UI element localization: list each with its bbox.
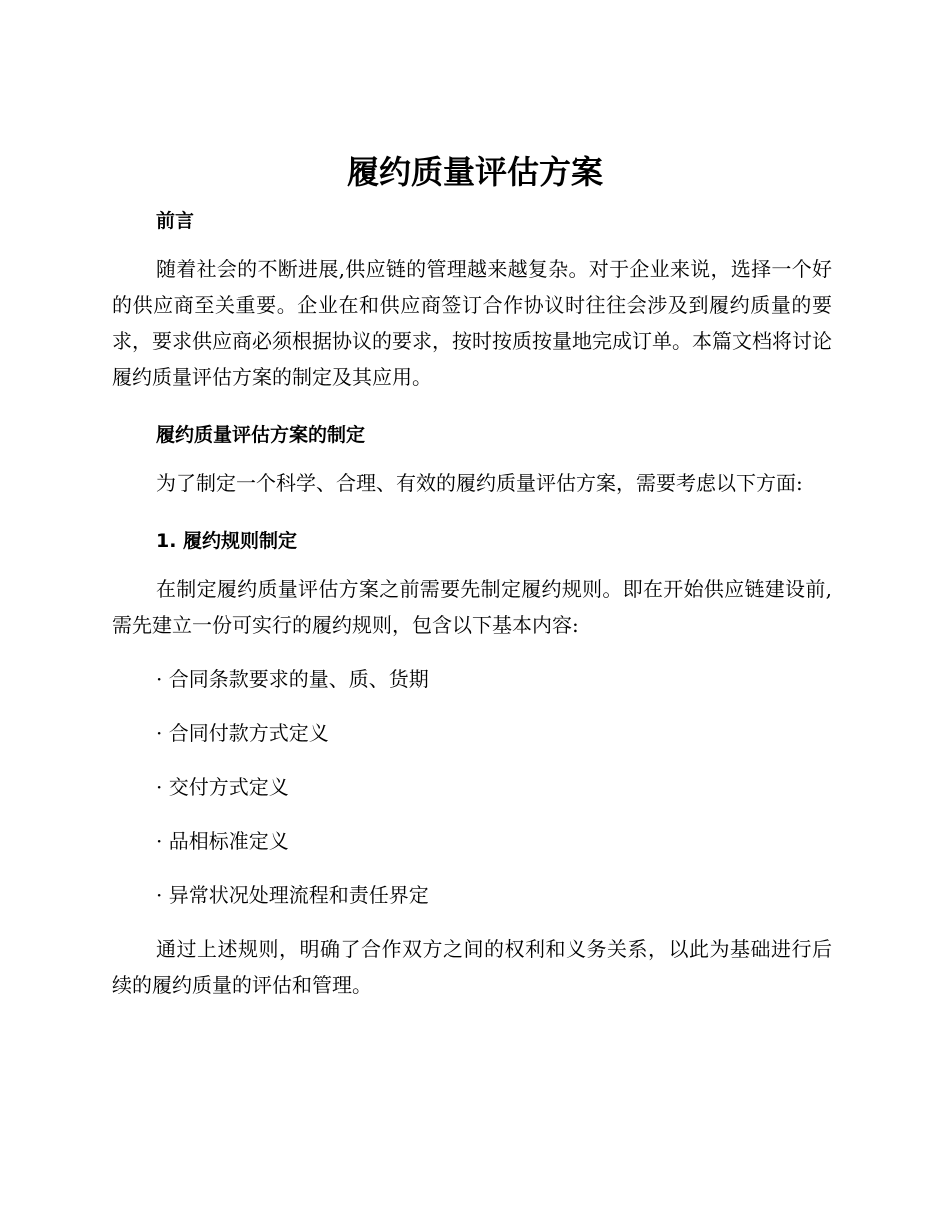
paragraph-rule: 在制定履约质量评估方案之前需要先制定履约规则。即在开始供应链建设前,需先建立一份可实行的履约规则，包含以下基本内容: — [112, 577, 832, 637]
list-item: · 品相标准定义 — [156, 829, 289, 853]
document-body — [112, 199, 832, 1003]
section-heading-preface: 前言 — [156, 210, 195, 232]
list-item: · 异常状况处理流程和责任界定 — [156, 883, 429, 907]
list-item: · 合同条款要求的量、质、货期 — [156, 667, 429, 691]
paragraph-closing: 通过上述规则，明确了合作双方之间的权利和义务关系，以此为基础进行后续的履约质量的评估和管理。 — [112, 937, 832, 997]
list-item: · 合同付款方式定义 — [156, 721, 329, 745]
list-item: · 交付方式定义 — [156, 775, 289, 799]
section-heading-formulation: 履约质量评估方案的制定 — [156, 424, 366, 446]
paragraph-preface: 随着社会的不断进展,供应链的管理越来越复杂。对于企业来说，选择一个好的供应商至关重要。企业在和供应商签订合作协议时往往会涉及到履约质量的要求，要求供应商必须根据协议的要求，按时按质按量地完成订单。本篇文档将讨论履约质量评估方案的制定及其应用。 — [112, 257, 832, 389]
paragraph-formulation: 为了制定一个科学、合理、有效的履约质量评估方案，需要考虑以下方面: — [156, 471, 803, 495]
section-heading-rule: 1. 履约规则制定 — [156, 530, 298, 552]
document-title: 履约质量评估方案 — [346, 153, 603, 191]
